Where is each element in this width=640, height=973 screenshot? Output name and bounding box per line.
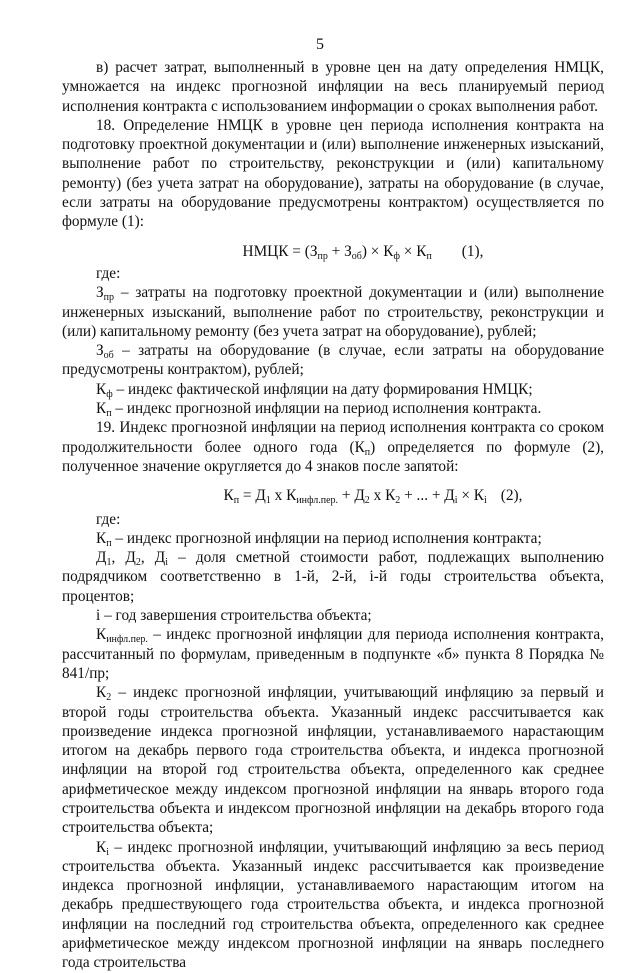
paragraph-18: 18. Определение НМЦК в уровне цен периода исполнения контракта на подготовку проектной документации и (или) выполнение инженерных изысканий, выполнение работ по строительству, реконструкции и (или) капитальному ремонту) (без учета затрат на оборудование), затраты на оборудование (в случае, если затраты на оборудование предусмотрены контрактом) осуществляется по формуле (1): [62,116,604,231]
where-label-1: где: [96,264,121,282]
definition-k2: $К_2$ – индекс прогнозной инфляции, учитывающий инфляцию за первый и второй годы строительства объекта. Указанный индекс рассчитывается как произведение индекса прогнозной инфляции, устанавливаемого нарастающим итогом на декабрь первого года строительства объекта, и индекса прогнозной инфляции на второй год строительства объекта, определенного как среднее арифметическое между индексом прогнозной инфляции на январь второго года строительства объекта и индексом прогнозной инфляции на декабрь второго года строительства объекта; [62,684,604,837]
formula-2: $К_п = Д_1$ x $К_{инфл.пер.} + Д_2$ x $К_2$ + ... + $Д_i \times К_i$ (2), [223,487,523,507]
page-number: 5 [316,36,324,53]
formula-2-number: (2), [500,487,523,505]
where-label-2: где: [96,510,121,528]
document-body [62,58,604,973]
formula-1: НМЦК = $(З_{пр} + З_{об}) \times К_ф \times К_п$ (1), [242,242,484,262]
definition-z-ob: $З_{об}$ – затраты на оборудование (в случае, если затраты на оборудование предусмотрены контрактом), рублей; [62,342,604,379]
definition-ki: $К_i$ – индекс прогнозной инфляции, учитывающий инфляцию за весь период строительства объекта. Указанный индекс рассчитывается как произведение индекса прогнозной инфляции, устанавливаемого нарастающим итогом на декабрь предшествующего года строительства объекта, и индекса прогнозной инфляции на последний год строительства объекта, определенного как среднее арифметическое между индексом прогнозной инфляции на январь последнего года строительства [62,838,604,972]
definition-z-pr: $З_{пр}$ – затраты на подготовку проектной документации и (или) выполнение инженерных изысканий, выполнение работ по строительству, реконструкции и (или) капитальному ремонту (без учета затрат на оборудование), рублей; [62,284,604,340]
definition-i: i – год завершения строительства объекта; [96,607,372,625]
definition-k-infl: $К_{инфл.пер.}$ – индекс прогнозной инфляции для периода исполнения контракта, рассчитанный по формулам, приведенным в подпункте «б» пункта 8 Порядка № 841/пр; [62,626,604,682]
definition-k-p: $К_п$ – индекс прогнозной инфляции на период исполнения контракта. [96,400,542,420]
definition-k-p-2: $К_п$ – индекс прогнозной инфляции на период исполнения контракта; [96,529,542,549]
paragraph-19: 19. Индекс прогнозной инфляции на период исполнения контракта со сроком продолжительности более одного года $(К_п)$ определяется по формуле (2), полученное значение округляется до 4 знаков после запятой: [62,419,604,475]
definition-d: $Д_1$, $Д_2$, $Д_i$ – доля сметной стоимости работ, подлежащих выполнению подрядчиком соответственно в 1-й, 2-й, i-й годы строительства объекта, процентов; [62,549,604,605]
paragraph-item-v: в) расчет затрат, выполненный в уровне цен на дату определения НМЦК, умножается на индекс прогнозной инфляции на весь планируемый период исполнения контракта с использованием информации о сроках выполнения работ. [62,59,604,115]
definition-k-f: $К_ф$ – индекс фактической инфляции на дату формирования НМЦК; [96,380,533,400]
formula-1-number: (1), [461,242,484,260]
